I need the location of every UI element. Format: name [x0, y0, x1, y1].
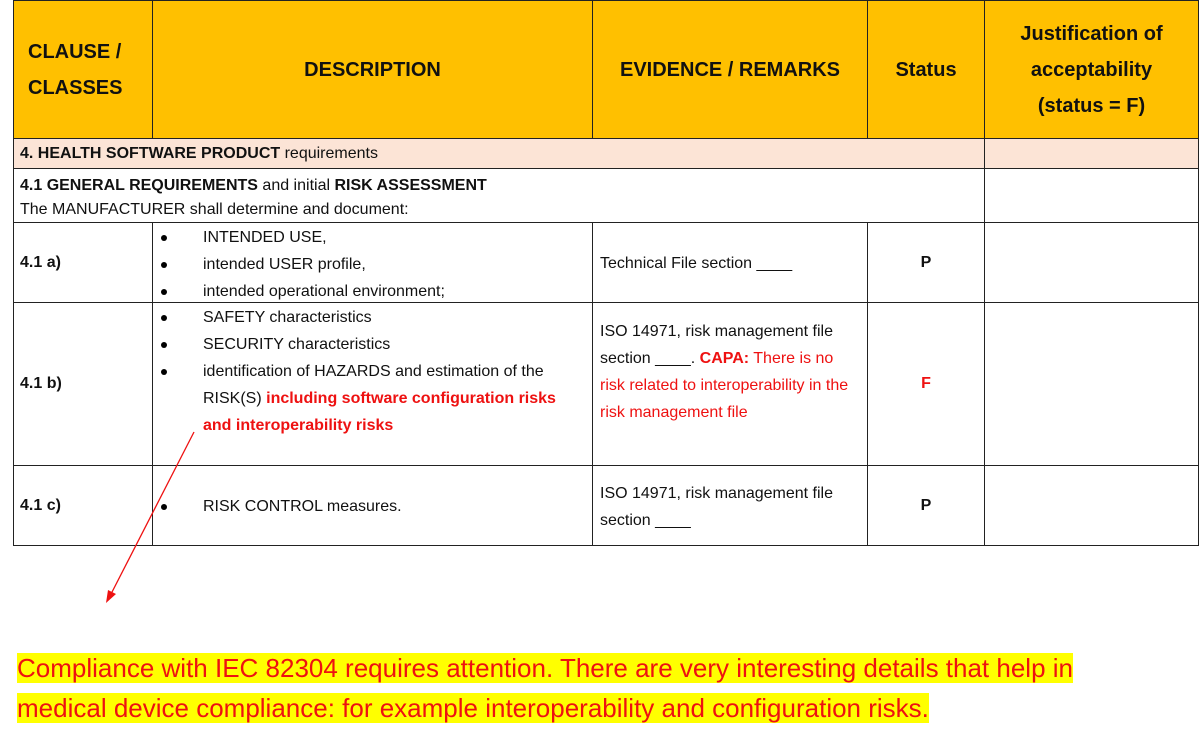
header-evidence: EVIDENCE / REMARKS — [592, 0, 868, 139]
status-4-1-b: F — [867, 302, 985, 466]
status-4-1-c: P — [867, 465, 985, 546]
header-clause: CLAUSE / CLASSES — [13, 0, 153, 139]
header-status: Status — [867, 0, 985, 139]
highlight-text: including software configuration risks and interoperability risks — [203, 390, 556, 434]
bullet-item: SECURITY characteristics — [203, 331, 572, 358]
note-line-1: Compliance with IEC 82304 requires attention. There are very interesting details that help in — [17, 653, 1073, 683]
capa-text: There is no risk related to interoperability in the risk management file — [600, 350, 849, 421]
section-title-rest: requirements — [280, 145, 378, 162]
bullet-item: RISK CONTROL measures. — [203, 493, 592, 520]
evidence-4-1-a: Technical File section ____ — [592, 222, 868, 303]
bullet-item: intended USER profile, — [203, 251, 592, 278]
bullet-item: INTENDED USE, — [203, 224, 592, 251]
status-4-1-a: P — [867, 222, 985, 303]
header-justification: Justification of acceptability (status = F) — [984, 0, 1199, 139]
evidence-4-1-b: ISO 14971, risk management file section ____. CAPA: There is no risk related to interoperability in the risk management file — [592, 302, 868, 466]
subsection-title: 4.1 GENERAL REQUIREMENTS and initial RISK ASSESSMENT — [20, 177, 487, 194]
header-description: DESCRIPTION — [152, 0, 593, 139]
clause-4-1-b: 4.1 b) — [13, 302, 153, 466]
subsection-intro: The MANUFACTURER shall determine and document: — [20, 201, 409, 218]
section-title-bold: 4. HEALTH SOFTWARE PRODUCT — [20, 145, 281, 162]
note — [17, 648, 1197, 728]
note-line-2: medical device compliance: for example interoperability and configuration risks. — [17, 693, 929, 723]
bullet-item: intended operational environment; — [203, 278, 592, 305]
bullet-item: SAFETY characteristics — [203, 304, 572, 331]
evidence-4-1-c: ISO 14971, risk management file section ____ — [592, 465, 868, 546]
clause-4-1-a: 4.1 a) — [13, 222, 153, 303]
bullet-text: identification of HAZARDS and estimation of the RISK(S) — [203, 363, 544, 407]
capa-label: CAPA: — [695, 350, 750, 367]
clause-4-1-c: 4.1 c) — [13, 465, 153, 546]
